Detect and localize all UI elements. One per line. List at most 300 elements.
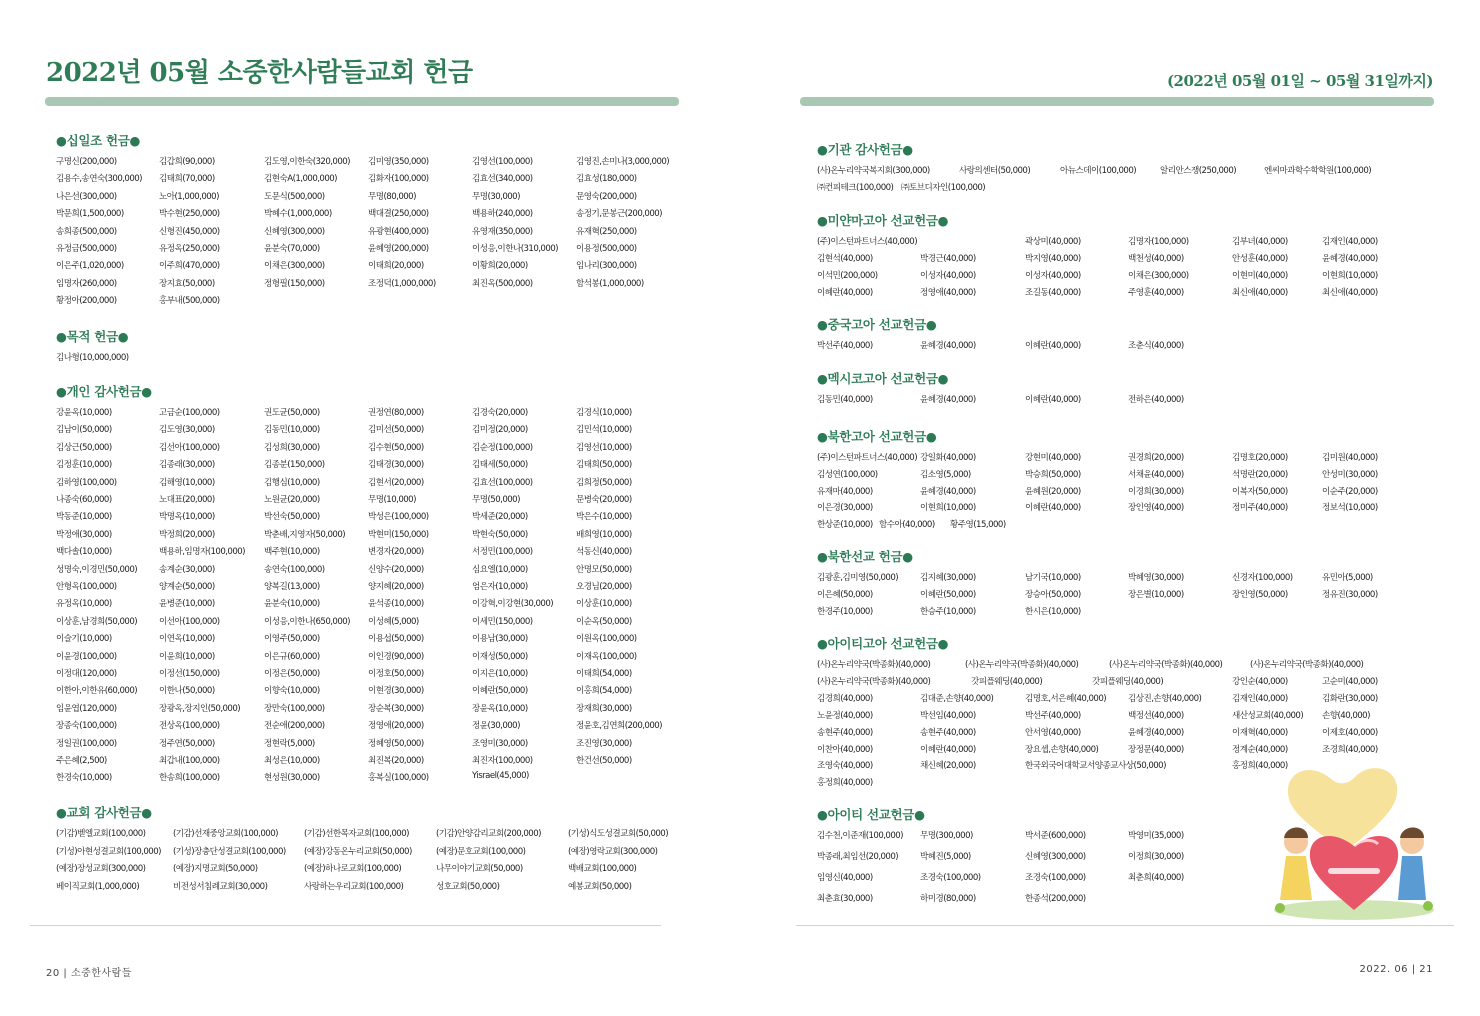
donor-entry: 노대표(20,000) xyxy=(159,495,215,505)
donor-entry: 김해영(10,000) xyxy=(159,477,215,488)
right-header-bar xyxy=(800,97,1434,106)
donor-entry: 전상옥(100,000) xyxy=(159,721,220,732)
donor-row xyxy=(817,164,1437,176)
donor-entry: 조경숙(100,000) xyxy=(1025,873,1086,883)
donor-entry: 심요엘(10,000) xyxy=(472,564,528,575)
donor-entry: 장승아(50,000) xyxy=(1025,590,1081,601)
donor-entry: 권도균(50,000) xyxy=(264,408,320,418)
donor-entry: 엄은자(10,000) xyxy=(472,582,528,592)
donor-entry: 조영숙(40,000) xyxy=(817,761,873,772)
donor-entry: 박수현(250,000) xyxy=(159,209,220,220)
donor-entry: 비전성서침례교회(30,000) xyxy=(173,881,268,892)
donor-entry: 백천성(40,000) xyxy=(1128,254,1184,264)
donor-entry: 김부녀(40,000) xyxy=(1232,237,1288,247)
donor-entry: 양계순(50,000) xyxy=(159,582,215,592)
donor-entry: 아뉴스데이(100,000) xyxy=(1060,166,1137,176)
donor-entry: 김경숙(20,000) xyxy=(472,408,528,418)
donor-entry: 박정희(20,000) xyxy=(159,529,215,540)
donor-entry: 한종석(200,000) xyxy=(1025,894,1086,904)
donor-entry: 홍부내(500,000) xyxy=(159,296,220,307)
donor-entry: 김경희(40,000) xyxy=(817,693,873,704)
donor-entry: 박선숙(50,000) xyxy=(264,512,320,523)
donor-row xyxy=(56,225,676,237)
donor-entry: 정계순(40,000) xyxy=(1232,744,1288,755)
donor-entry: 이재혁(40,000) xyxy=(1232,727,1288,738)
donor-entry: 박선주(40,000) xyxy=(1025,710,1081,721)
donor-row xyxy=(56,719,676,731)
donor-entry: 박현숙(50,000) xyxy=(472,529,528,540)
donor-row xyxy=(817,692,1437,704)
donor-entry: 이복자(50,000) xyxy=(1232,486,1288,497)
donor-entry: 윤혜원(20,000) xyxy=(1025,486,1081,497)
donor-row xyxy=(56,845,676,857)
donor-entry: 이홍희(54,000) xyxy=(576,686,632,697)
donor-entry: 최춘희(40,000) xyxy=(1128,873,1184,883)
donor-entry: 무명(50,000) xyxy=(472,495,520,505)
donor-entry: 서채윤(40,000) xyxy=(1128,469,1184,480)
donor-entry: 장재희(30,000) xyxy=(576,703,632,714)
donor-entry: (기감)선재중앙교회(100,000) xyxy=(173,829,278,839)
donor-row xyxy=(56,632,676,644)
donor-row xyxy=(817,269,1437,281)
donor-entry: 김태희(70,000) xyxy=(159,174,215,185)
donor-entry: 박지영(40,000) xyxy=(1025,254,1081,264)
donor-row xyxy=(817,451,1437,463)
donor-entry: 백대결(250,000) xyxy=(368,209,429,220)
donor-entry: 권경희(20,000) xyxy=(1128,453,1184,463)
donor-entry: 하미경(80,000) xyxy=(920,894,976,904)
donor-entry: 문영숙(200,000) xyxy=(576,191,637,202)
donor-entry: (주)이스턴파트너스(40,000) xyxy=(817,453,917,463)
donor-entry: 나은선(300,000) xyxy=(56,191,117,202)
donor-entry: 강인순(40,000) xyxy=(1232,676,1288,687)
donor-entry: 김남이(50,000) xyxy=(56,425,112,436)
donor-entry: 신형진(450,000) xyxy=(159,226,220,237)
donor-entry: 엔씨마과학수학학원(100,000) xyxy=(1264,166,1372,176)
donor-row xyxy=(56,615,676,627)
donor-entry: 이태희(20,000) xyxy=(368,261,424,272)
donor-entry: 황정아(200,000) xyxy=(56,296,117,307)
donor-entry: 윤석종(10,000) xyxy=(368,599,424,610)
donor-entry: 조정덕(1,000,000) xyxy=(368,278,436,289)
donor-entry: 김현서(20,000) xyxy=(368,477,424,488)
donor-entry: 무명(10,000) xyxy=(368,495,416,505)
donor-entry: 이혜란(50,000) xyxy=(920,590,976,601)
donor-entry: 신경자(100,000) xyxy=(1232,573,1293,583)
donor-entry: 백정선(40,000) xyxy=(1128,710,1184,721)
donor-row xyxy=(56,406,676,418)
donor-entry: 윤분숙(70,000) xyxy=(264,244,320,254)
donor-entry: 김성희(30,000) xyxy=(264,442,320,453)
donor-entry: 김재인(40,000) xyxy=(1322,237,1378,247)
donor-entry: 이한나(50,000) xyxy=(159,686,215,697)
heart-children-illustration xyxy=(1268,760,1440,920)
donor-entry: (기성)장충단성결교회(100,000) xyxy=(173,846,286,857)
donor-entry: 이정대(120,000) xyxy=(56,669,117,679)
donor-entry: 신양수(20,000) xyxy=(368,564,424,575)
donor-entry: 이인경(90,000) xyxy=(368,651,424,662)
donor-entry: 윤혜경(40,000) xyxy=(920,395,976,405)
donor-entry: 무명(300,000) xyxy=(920,831,973,841)
donor-entry: 김지혜(30,000) xyxy=(920,573,976,583)
donor-entry: 변경자(20,000) xyxy=(368,547,424,558)
donor-row xyxy=(56,545,676,557)
donor-entry: 장인영(40,000) xyxy=(1128,503,1184,514)
donor-entry: 김재인(40,000) xyxy=(1232,693,1288,704)
donor-entry: 박종래,최임선(20,000) xyxy=(817,852,899,862)
donor-entry: 조길동(40,000) xyxy=(1025,288,1081,298)
donor-entry: 노원균(20,000) xyxy=(264,495,320,505)
donor-entry: 이선아(100,000) xyxy=(159,616,220,627)
donor-entry: 김미영(350,000) xyxy=(368,157,429,167)
donor-row xyxy=(817,726,1437,738)
donor-entry: (기감)선한목자교회(100,000) xyxy=(304,829,409,839)
donor-entry: 노아(1,000,000) xyxy=(159,191,219,202)
section-title: ●교회 감사헌금● xyxy=(56,805,152,820)
donor-entry: 알리안스쟁(250,000) xyxy=(1160,166,1237,176)
donor-entry: 전순애(200,000) xyxy=(264,721,325,732)
donor-entry: 곽상미(40,000) xyxy=(1025,237,1081,247)
donor-entry: 백배교회(100,000) xyxy=(568,864,637,875)
donor-entry: 한송희(100,000) xyxy=(159,773,220,784)
donor-row xyxy=(56,737,676,749)
donor-entry: 신혜영(300,000) xyxy=(1025,852,1086,862)
donor-entry: 한경주(10,000) xyxy=(817,607,873,618)
donor-entry: 김민석(10,000) xyxy=(576,425,632,436)
donor-entry: 정영애(40,000) xyxy=(920,288,976,298)
donor-entry: 장은별(10,000) xyxy=(1128,590,1184,601)
donor-row xyxy=(56,441,676,453)
section-title: ●중국고아 선교헌금● xyxy=(817,317,937,332)
donor-entry: (기감)벧엘교회(100,000) xyxy=(56,829,146,839)
donor-entry: 안성훈(40,000) xyxy=(1232,254,1288,264)
donor-row xyxy=(817,468,1437,480)
donor-entry: 김미정(20,000) xyxy=(472,425,528,436)
donor-row xyxy=(817,485,1437,497)
donor-entry: 이성자(40,000) xyxy=(1025,271,1081,281)
donor-entry: 백다솔(10,000) xyxy=(56,547,112,558)
donor-row xyxy=(817,286,1437,298)
donor-entry: 이황희(20,000) xyxy=(472,261,528,272)
donor-row xyxy=(817,181,1437,193)
donor-entry: 박영미(35,000) xyxy=(1128,831,1184,841)
donor-entry: 김동민(40,000) xyxy=(817,395,873,405)
section-title: ●아이티고아 선교헌금● xyxy=(817,636,949,651)
donor-entry: 최신애(40,000) xyxy=(1232,288,1288,298)
donor-entry: 김미원(40,000) xyxy=(1322,453,1378,463)
donor-entry: 남기국(10,000) xyxy=(1025,573,1081,583)
donor-entry: 장종숙(100,000) xyxy=(56,721,117,732)
donor-entry: 안형옥(100,000) xyxy=(56,582,117,592)
donor-entry: 이재성(50,000) xyxy=(472,651,528,662)
donor-entry: 이정희(30,000) xyxy=(1128,852,1184,862)
donor-entry: 이성자(40,000) xyxy=(920,271,976,281)
donor-entry: 박혜영(30,000) xyxy=(1128,573,1184,583)
donor-entry: 박동준(10,000) xyxy=(56,512,112,523)
donor-row xyxy=(56,771,676,783)
donor-entry: 이현경(30,000) xyxy=(368,686,424,697)
donor-entry: (예장)문호교회(100,000) xyxy=(436,846,526,857)
donor-entry: 석명란(20,000) xyxy=(1232,469,1288,480)
donor-entry: 전하은(40,000) xyxy=(1128,395,1184,405)
donor-entry: (기감)안양감리교회(200,000) xyxy=(436,829,541,839)
donor-row xyxy=(56,259,676,271)
donor-entry: 윤혜경(40,000) xyxy=(1322,254,1378,264)
donor-row xyxy=(56,493,676,505)
donor-row xyxy=(56,155,676,167)
donor-row xyxy=(56,207,676,219)
donor-entry: 이슬기(10,000) xyxy=(56,634,112,645)
donor-entry: (기성)식도성결교회(50,000) xyxy=(568,829,668,839)
donor-row xyxy=(817,588,1437,600)
donor-entry: 유광현(400,000) xyxy=(368,226,429,237)
donor-entry: 이혜란(40,000) xyxy=(1025,395,1081,405)
donor-entry: 김영선(10,000) xyxy=(576,442,632,453)
donor-entry: 한국외국어대학교서양종교사상(50,000) xyxy=(1025,761,1166,772)
donor-entry: 김수현(50,000) xyxy=(368,442,424,453)
section-title: ●개인 감사헌금● xyxy=(56,384,152,399)
donor-entry: (사)온누리약국(박종화)(40,000) xyxy=(1109,660,1223,670)
donor-entry: 김순정(100,000) xyxy=(472,442,533,453)
donor-entry: 김도영(30,000) xyxy=(159,425,215,436)
donor-entry: 이향숙(10,000) xyxy=(264,686,320,697)
donor-row xyxy=(56,684,676,696)
donor-entry: 김수천,이준재(100,000) xyxy=(817,831,903,841)
donor-entry: 김하영(100,000) xyxy=(56,477,117,488)
donor-entry: 정혜영(50,000) xyxy=(368,738,424,749)
donor-entry: 윤혜경(40,000) xyxy=(1128,727,1184,738)
donor-entry: 김효선(340,000) xyxy=(472,174,533,185)
donor-entry: 이현미(40,000) xyxy=(1232,271,1288,281)
donor-row xyxy=(56,190,676,202)
donor-entry: 박현미(150,000) xyxy=(368,529,429,540)
right-page-number: 2022. 06 | 21 xyxy=(1359,964,1433,975)
donor-entry: 박명옥(10,000) xyxy=(159,512,215,523)
donor-entry: 이은경(30,000) xyxy=(817,503,873,514)
donor-entry: 송현주(40,000) xyxy=(817,727,873,738)
donor-entry: 무명(30,000) xyxy=(472,191,520,202)
donor-entry: 이용섭(50,000) xyxy=(368,634,424,645)
donor-entry: 정윤(30,000) xyxy=(472,721,520,732)
right-footer-rule xyxy=(796,925,1454,926)
donor-entry: 백주현(10,000) xyxy=(264,547,320,558)
donor-entry: 성호교회(50,000) xyxy=(436,881,500,892)
donor-entry: 조진영(30,000) xyxy=(576,738,632,749)
donor-row xyxy=(817,743,1437,755)
donor-entry: (사)온누리약국(박종화)(40,000) xyxy=(1250,660,1364,670)
donor-entry: 김성연(100,000) xyxy=(817,469,878,480)
donor-entry: 주영훈(40,000) xyxy=(1128,288,1184,298)
donor-entry: 김동민(10,000) xyxy=(264,425,320,436)
donor-entry: 이상훈(10,000) xyxy=(576,599,632,610)
donor-entry: 장순복(30,000) xyxy=(368,703,424,714)
section-title: ●북한선교 헌금● xyxy=(817,549,913,564)
donor-entry: (예장)지명교회(50,000) xyxy=(173,864,258,875)
donor-entry: 예봉교회(50,000) xyxy=(568,881,632,892)
donor-row xyxy=(56,423,676,435)
donor-entry: 이찬아(40,000) xyxy=(817,744,873,755)
donor-row xyxy=(56,242,676,254)
donor-row xyxy=(817,571,1437,583)
donor-entry: 임윤엽(120,000) xyxy=(56,703,117,714)
donor-entry: 이현희(10,000) xyxy=(920,503,976,514)
donor-entry: 김화란(30,000) xyxy=(1322,693,1378,704)
donor-entry: 최갑내(100,000) xyxy=(159,756,220,766)
donor-entry: 강일화(40,000) xyxy=(920,453,976,463)
donor-entry: 박춘배,지영자(50,000) xyxy=(264,529,346,540)
donor-entry: 서정민(100,000) xyxy=(472,547,533,558)
donor-entry: 이용남(30,000) xyxy=(472,634,528,645)
donor-entry: 송현주(40,000) xyxy=(920,727,976,738)
donor-entry: 도문식(500,000) xyxy=(264,191,325,202)
donor-entry: 최진자(100,000) xyxy=(472,756,533,766)
donor-entry: 백용하,임명자(100,000) xyxy=(159,547,245,558)
donor-entry: 김미선(50,000) xyxy=(368,425,424,436)
donor-entry: (예장)강동온누리교회(50,000) xyxy=(304,846,412,857)
donor-entry: (예장)하나로교회(100,000) xyxy=(304,864,402,875)
donor-entry: 박성은(100,000) xyxy=(368,512,429,523)
donor-entry: 갓피플웨딩(40,000) xyxy=(1092,676,1164,687)
donor-entry: 김정훈(10,000) xyxy=(56,460,112,471)
donor-entry: 유재마(40,000) xyxy=(817,486,873,497)
donor-entry: 장인영(50,000) xyxy=(1232,590,1288,601)
donor-entry: 김소영(5,000) xyxy=(920,469,971,480)
donor-entry: 이세민(150,000) xyxy=(472,616,533,627)
donor-entry: 김경식(10,000) xyxy=(576,408,632,418)
donor-entry: 최신애(40,000) xyxy=(1322,288,1378,298)
donor-entry: 김현석(40,000) xyxy=(817,254,873,264)
donor-entry: 한승주(10,000) xyxy=(920,607,976,618)
donor-entry: 장광옥,장지인(50,000) xyxy=(159,703,241,714)
donor-entry: 이윤희(10,000) xyxy=(159,651,215,662)
donor-entry: 한상준(10,000) xyxy=(817,520,873,531)
section-title: ●기관 감사헌금● xyxy=(817,142,913,157)
donor-entry: 성명숙,이경민(50,000) xyxy=(56,564,138,575)
donor-entry: 박은수(10,000) xyxy=(576,512,632,523)
donor-entry: 이순주(20,000) xyxy=(1322,486,1378,497)
donor-entry: 윤혜경(40,000) xyxy=(920,341,976,351)
donor-entry: 이제호(40,000) xyxy=(1322,727,1378,738)
donor-entry: 이성혜(5,000) xyxy=(368,616,419,627)
donor-row xyxy=(56,458,676,470)
donor-entry: 최춘효(30,000) xyxy=(817,894,873,904)
donor-row xyxy=(56,172,676,184)
donor-entry: 고순미(40,000) xyxy=(1322,676,1378,687)
donor-entry: 이성응,이한나(650,000) xyxy=(264,616,350,627)
donor-entry: 박경근(40,000) xyxy=(920,254,976,264)
donor-row xyxy=(56,754,676,766)
donor-row xyxy=(56,580,676,592)
donor-entry: 이혜란(50,000) xyxy=(472,686,528,697)
donor-row xyxy=(56,277,676,289)
donor-entry: 김효선(100,000) xyxy=(472,477,533,488)
donor-entry: 주은혜(2,500) xyxy=(56,756,107,766)
donor-entry: 김희정(50,000) xyxy=(576,477,632,488)
donor-entry: 김행심(10,000) xyxy=(264,477,320,488)
donor-entry: 석동신(40,000) xyxy=(576,547,632,558)
donor-entry: 홍정희(40,000) xyxy=(1232,761,1288,772)
donor-row xyxy=(817,235,1437,247)
donor-entry: 박서준(600,000) xyxy=(1025,831,1086,841)
donor-row xyxy=(56,702,676,714)
donor-entry: 정영애(20,000) xyxy=(368,721,424,732)
donor-entry: 장윤옥(10,000) xyxy=(472,703,528,714)
donor-row xyxy=(817,518,1437,530)
donor-row xyxy=(56,650,676,662)
donor-entry: 송희종(500,000) xyxy=(56,226,117,237)
donor-entry: 윤혜경(40,000) xyxy=(920,486,976,497)
donor-entry: 정유진(30,000) xyxy=(1322,590,1378,601)
donor-entry: 이은주(1,020,000) xyxy=(56,261,124,272)
donor-entry: (예장)장성교회(300,000) xyxy=(56,864,146,875)
donor-entry: 새산성교회(40,000) xyxy=(1232,710,1304,721)
donor-entry: 이원옥(100,000) xyxy=(576,634,637,645)
donor-entry: 구명신(200,000) xyxy=(56,157,117,167)
donor-entry: 유재혁(250,000) xyxy=(576,226,637,237)
donor-entry: 무명(80,000) xyxy=(368,191,416,202)
donor-row xyxy=(817,252,1437,264)
donor-entry: 한건선(50,000) xyxy=(576,756,632,766)
donor-entry: (사)온누리약국(박종화)(40,000) xyxy=(965,660,1079,670)
donor-entry: 한시은(10,000) xyxy=(1025,607,1081,618)
period-label: (2022년 05월 01일 ~ 05월 31일까지) xyxy=(1166,72,1433,90)
donor-entry: 박문희(1,500,000) xyxy=(56,209,124,220)
donor-entry: 김명자(100,000) xyxy=(1128,237,1189,247)
donor-entry: 양지혜(20,000) xyxy=(368,582,424,592)
donor-entry: 신혜영(300,000) xyxy=(264,226,325,237)
donor-entry: 김명호(20,000) xyxy=(1232,453,1288,463)
donor-entry: 임나리(300,000) xyxy=(576,261,637,272)
donor-entry: 박선임(40,000) xyxy=(920,710,976,721)
donor-entry: 최성은(10,000) xyxy=(264,756,320,766)
donor-entry: 이재옥(100,000) xyxy=(576,651,637,662)
donor-entry: 임명자(260,000) xyxy=(56,278,117,289)
donor-entry: 이은혜(50,000) xyxy=(817,590,873,601)
donor-entry: 안명모(50,000) xyxy=(576,564,632,575)
donor-row xyxy=(817,339,1437,351)
donor-entry: 홍복실(100,000) xyxy=(368,773,429,784)
donor-entry: 정보석(10,000) xyxy=(1322,503,1378,514)
donor-entry: 김영진,손미나(3,000,000) xyxy=(576,157,670,167)
section-title: ●북한고아 선교헌금● xyxy=(817,429,937,444)
donor-entry: 고금순(100,000) xyxy=(159,408,220,418)
donor-entry: 이석민(200,000) xyxy=(817,271,878,281)
donor-entry: 정일권(100,000) xyxy=(56,738,117,749)
donor-entry: 장만숙(100,000) xyxy=(264,703,325,714)
donor-entry: 이연옥(10,000) xyxy=(159,634,215,645)
donor-entry: 나종숙(60,000) xyxy=(56,495,112,505)
donor-row xyxy=(56,476,676,488)
donor-entry: (예장)영락교회(300,000) xyxy=(568,846,658,857)
donor-entry: 이윤경(100,000) xyxy=(56,651,117,662)
donor-entry: 이혜란(40,000) xyxy=(817,288,873,298)
donor-entry: (기성)아현성결교회(100,000) xyxy=(56,846,161,857)
donor-entry: 김종분(150,000) xyxy=(264,460,325,471)
left-footer-rule xyxy=(30,925,661,926)
donor-entry: (주)이스턴파트너스(40,000) xyxy=(817,237,917,247)
donor-entry: Yisrael(45,000) xyxy=(472,771,529,782)
donor-entry: 김선아(100,000) xyxy=(159,442,220,453)
donor-entry: 양복길(13,000) xyxy=(264,582,320,592)
section-title: ●미얀마고아 선교헌금● xyxy=(817,213,949,228)
donor-entry: 채신혜(20,000) xyxy=(920,761,976,772)
donor-entry: 이성응,이한나(310,000) xyxy=(472,244,558,254)
donor-entry: 황주영(15,000) xyxy=(950,520,1006,531)
donor-entry: 한경숙(10,000) xyxy=(56,773,112,784)
donor-entry: 노윤정(40,000) xyxy=(817,710,873,721)
donor-entry: 손향(40,000) xyxy=(1322,710,1370,721)
donor-entry: 조영미(30,000) xyxy=(472,738,528,749)
